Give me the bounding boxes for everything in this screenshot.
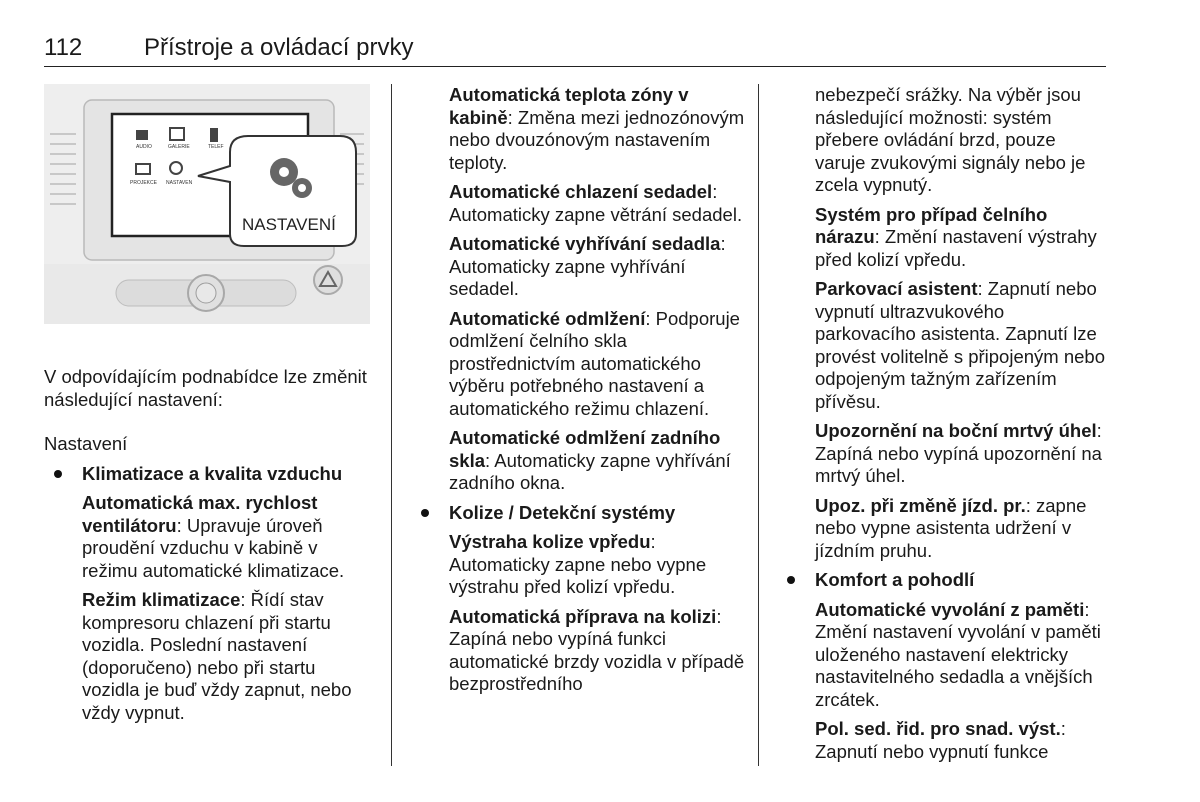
setting-item <box>449 84 749 174</box>
setting-desc: : Zapnutí nebo vypnutí ultrazvukového parkovacího asistenta. Zapnutí lze provést volitelně s připojeným nebo odpojeným tažným zařízením přívěsu. <box>815 278 1105 412</box>
infotainment-drawing <box>44 84 370 324</box>
callout-label: NASTAVENÍ <box>242 215 336 234</box>
setting-desc: : Automaticky zapne vyhřívání zadního okna. <box>449 449 731 493</box>
setting-item <box>449 427 749 495</box>
setting-term: Výstraha kolize vpředu <box>449 531 651 552</box>
page-number: 112 <box>44 34 83 61</box>
setting-desc: : Zapíná nebo vypíná funkci automatické brzdy vozidla v případě bezprostředního <box>449 605 745 694</box>
setting-term: Automatická příprava na kolizi <box>449 605 717 627</box>
setting-term: Pol. sed. řid. pro snad. výst. <box>815 718 1061 739</box>
setting-item <box>449 181 749 226</box>
column-divider <box>391 84 392 766</box>
setting-term: Automatická max. rychlost ventilátoru <box>82 492 318 536</box>
setting-desc: : Změna mezi jednozónovým nebo dvouzónovým nastavením teploty. <box>449 106 745 173</box>
setting-item <box>815 204 1110 272</box>
bullet-dot <box>787 576 795 584</box>
icon-label-audio: AUDIO <box>136 144 152 150</box>
column-1 <box>44 84 374 731</box>
setting-item <box>449 531 749 599</box>
page-title: Přístroje a ovládací prvky <box>144 34 414 61</box>
setting-item <box>815 278 1110 413</box>
setting-item <box>449 606 749 696</box>
column-3 <box>815 84 1110 770</box>
setting-desc: : Zapnutí nebo vypnutí funkce <box>815 718 1066 762</box>
bullet-climate <box>44 463 374 486</box>
setting-desc: : Zapíná nebo vypíná upozornění na mrtvý úhel. <box>815 420 1102 486</box>
setting-desc: : Změní nastavení vyvolání v paměti uloženého nastavení elektricky nastavitelného sedadla a vnějších zrcátek. <box>815 598 1101 710</box>
setting-item <box>815 599 1110 712</box>
setting-item <box>44 492 374 582</box>
section-heading: Nastavení <box>44 433 128 454</box>
icon-label-settings: NASTAVEN <box>166 180 193 186</box>
setting-desc: : Změní nastavení výstrahy před kolizí vpředu. <box>815 226 1097 270</box>
setting-term: Automatické vyvolání z paměti <box>815 598 1085 620</box>
setting-term: Upoz. při změně jízd. pr. <box>815 494 1026 516</box>
setting-term: Automatické chlazení sedadel <box>449 181 713 202</box>
bullet-comfort <box>777 569 1110 592</box>
setting-term: Systém pro případ čelního nárazu <box>815 203 1048 247</box>
setting-term: Upozornění na boční mrtvý úhel <box>815 420 1097 441</box>
setting-desc: : Automaticky zapne nebo vypne výstrahu před kolizí vpředu. <box>449 531 707 597</box>
intro-text: V odpovídajícím podnabídce lze změnit následující nastavení: <box>44 366 367 410</box>
setting-item <box>449 308 749 421</box>
setting-item <box>44 589 374 724</box>
icon-label-phone: TELEF <box>208 144 224 150</box>
setting-desc: : Automaticky zapne větrání sedadel. <box>449 181 743 225</box>
setting-desc: : Automaticky zapne vyhřívání sedadel. <box>449 233 726 299</box>
setting-item <box>815 420 1110 488</box>
bullet-label: Klimatizace a kvalita vzduchu <box>82 462 343 484</box>
setting-term: Režim klimatizace <box>82 589 241 610</box>
bullet-label: Komfort a pohodlí <box>815 569 975 590</box>
setting-desc: : Upravuje úroveň proudění vzduchu v kabině v režimu automatické klimatizace. <box>82 514 345 581</box>
icon-label-gallery: GALERIE <box>168 144 190 150</box>
bullet-dot <box>54 470 62 478</box>
column-divider <box>758 84 759 766</box>
setting-item <box>449 233 749 301</box>
bullet-collision <box>411 502 749 525</box>
setting-term: Automatické vyhřívání sedadla <box>449 233 721 254</box>
continuation-text: nebezpečí srážky. Na výběr jsou následující možnosti: systém přebere ovládání brzd, pouze varuje zvukovými signály nebo je zcela vypnutý. <box>815 84 1086 195</box>
setting-term: Parkovací asistent <box>815 278 978 299</box>
setting-item <box>815 718 1110 763</box>
infotainment-illustration <box>44 84 370 324</box>
bullet-dot <box>421 509 429 517</box>
setting-term: Automatické odmlžení <box>449 307 646 329</box>
setting-desc: : zapne nebo vypne asistenta udržení v jízdním pruhu. <box>815 494 1087 561</box>
setting-term: Automatické odmlžení zadního skla <box>449 427 721 471</box>
page-header <box>44 30 1106 67</box>
setting-term: Automatická teplota zóny v kabině <box>449 84 689 128</box>
setting-desc: : Podporuje odmlžení čelního skla prostřednictvím automatického výběru potřebného nastavení a automatického režimu chlazení. <box>449 307 740 419</box>
setting-desc: : Řídí stav kompresoru chlazení při startu vozidla. Poslední nastavení (doporučeno) nebo při startu vozidla je buď vždy zapnut, nebo vždy vypnut. <box>82 589 352 723</box>
column-2 <box>449 84 749 703</box>
icon-label-projection: PROJEKCE <box>130 180 157 186</box>
bullet-label: Kolize / Detekční systémy <box>449 501 676 523</box>
setting-item <box>815 495 1110 563</box>
